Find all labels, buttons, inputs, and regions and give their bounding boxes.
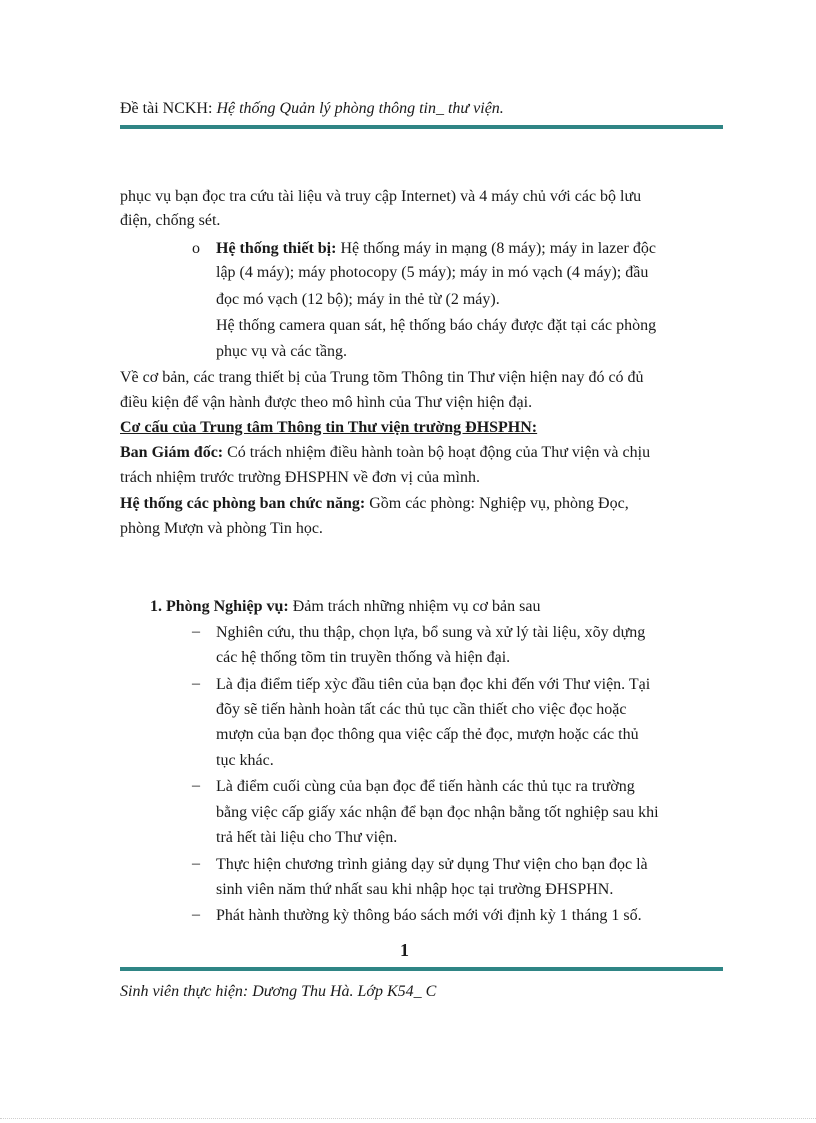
list-item-line — [216, 622, 645, 644]
header-rule — [120, 125, 723, 129]
dash-marker: – — [192, 855, 200, 872]
text-line: Thực hiện chương trình giảng dạy sử dụng Thư viện cho bạn đọc là — [216, 856, 648, 873]
text-line: Gồm các phòng: Nghiệp vụ, phòng Đọc, — [365, 495, 629, 512]
paragraph-line — [120, 392, 532, 414]
paragraph-line — [120, 367, 644, 389]
equipment-line — [216, 238, 696, 260]
list-item-line — [216, 750, 274, 772]
board-label: Ban Giám đốc: — [120, 444, 224, 461]
text-line: trả hết tài liệu cho Thư viện. — [216, 829, 398, 846]
list-item-line — [216, 827, 397, 849]
text-line: Có trách nhiệm điều hành toàn bộ hoạt động của Thư viện và chịu — [223, 444, 651, 461]
text-line: mượn của bạn đọc thông qua việc cấp thẻ đọc, mượn hoặc các thủ — [216, 726, 639, 743]
page-number: 1 — [400, 940, 409, 960]
bullet-marker: o — [192, 240, 200, 257]
text-line: Nghiên cứu, thu thập, chọn lựa, bổ sung và xử lý tài liệu, xõy dựng — [216, 624, 646, 641]
section-heading — [150, 596, 540, 618]
text-line: Là điểm cuối cùng của bạn đọc để tiến hành các thủ tục ra trường — [216, 778, 635, 795]
list-item-line — [216, 776, 635, 798]
text-line: điện, chống sét. — [120, 212, 221, 229]
text-line: điều kiện để vận hành được theo mô hình của Thư viện hiện đại. — [120, 394, 533, 411]
structure-heading — [120, 417, 537, 439]
text-line: Đảm trách những nhiệm vụ cơ bản sau — [288, 598, 541, 615]
departments-line — [120, 493, 629, 515]
list-item-line — [216, 674, 650, 696]
text-line: trách nhiệm trước trường ĐHSPHN về đơn vị của mình. — [120, 469, 480, 486]
departments-line — [120, 518, 323, 540]
text-line: bằng việc cấp giấy xác nhận để bạn đọc nhận bằng tốt nghiệp sau khi — [216, 804, 659, 821]
list-item-line — [216, 854, 648, 876]
list-item-line — [216, 879, 613, 901]
list-item-line — [216, 802, 659, 824]
text-line: các hệ thống tõm tin truyền thống và hiện đại. — [216, 649, 511, 666]
text-line: phục vụ bạn đọc tra cứu tài liệu và truy cập Internet) và 4 máy chủ với các bộ lưu — [120, 188, 642, 205]
dash-marker: – — [192, 777, 200, 794]
board-line — [120, 442, 650, 464]
heading-text: Cơ cấu của Trung tâm Thông tin Thư viện trường ĐHSPHN: — [120, 419, 538, 436]
text-line: đõy sẽ tiến hành hoàn tất các thủ tục cần thiết cho việc đọc hoặc — [216, 701, 627, 718]
footer-rule — [120, 967, 723, 971]
text-line: Là địa điểm tiếp xỳc đầu tiên của bạn đọc khi đến với Thư viện. Tại — [216, 676, 651, 693]
text-line: sinh viên năm thứ nhất sau khi nhập học tại trường ĐHSPHN. — [216, 881, 614, 898]
text-line: Về cơ bản, các trang thiết bị của Trung tõm Thông tin Thư viện hiện nay đó có đủ — [120, 369, 644, 386]
text-line: tục khác. — [216, 752, 274, 769]
page-footer: Sinh viên thực hiện: Dương Thu Hà. Lớp K54_ C — [120, 983, 437, 1000]
list-item-line — [216, 699, 627, 721]
dash-marker: – — [192, 906, 200, 923]
equipment-label: Hệ thống thiết bị: — [216, 240, 337, 257]
page-edge-divider — [0, 1118, 816, 1119]
board-line — [120, 467, 480, 489]
text-line: lập (4 máy); máy photocopy (5 máy); máy in mó vạch (4 máy); đầu — [216, 264, 649, 281]
text-line: phục vụ và các tầng. — [216, 343, 348, 360]
list-item-line — [216, 724, 639, 746]
header-title: Hệ thống Quản lý phòng thông tin_ thư viện. — [216, 100, 504, 117]
equipment-line — [216, 262, 648, 284]
text-line: đọc mó vạch (12 bộ); máy in thẻ từ (2 máy). — [216, 291, 500, 308]
paragraph-line — [120, 210, 220, 232]
camera-line — [216, 315, 656, 337]
text-line: Hệ thống máy in mạng (8 máy); máy in lazer độc — [336, 240, 656, 257]
header-prefix: Đề tài NCKH: — [120, 100, 217, 117]
page-header — [120, 100, 504, 118]
camera-line — [216, 341, 347, 363]
section-label: 1. Phòng Nghiệp vụ: — [150, 598, 289, 615]
paragraph-line — [120, 186, 696, 208]
equipment-line — [216, 289, 500, 311]
text-line: Phát hành thường kỳ thông báo sách mới với định kỳ 1 tháng 1 số. — [216, 907, 642, 924]
departments-label: Hệ thống các phòng ban chức năng: — [120, 495, 366, 512]
text-line: phòng Mượn và phòng Tin học. — [120, 520, 323, 537]
list-item-line — [216, 647, 510, 669]
text-line: Hệ thống camera quan sát, hệ thống báo cháy được đặt tại các phòng — [216, 317, 657, 334]
list-item-line — [216, 905, 642, 927]
dash-marker: – — [192, 623, 200, 640]
dash-marker: – — [192, 675, 200, 692]
